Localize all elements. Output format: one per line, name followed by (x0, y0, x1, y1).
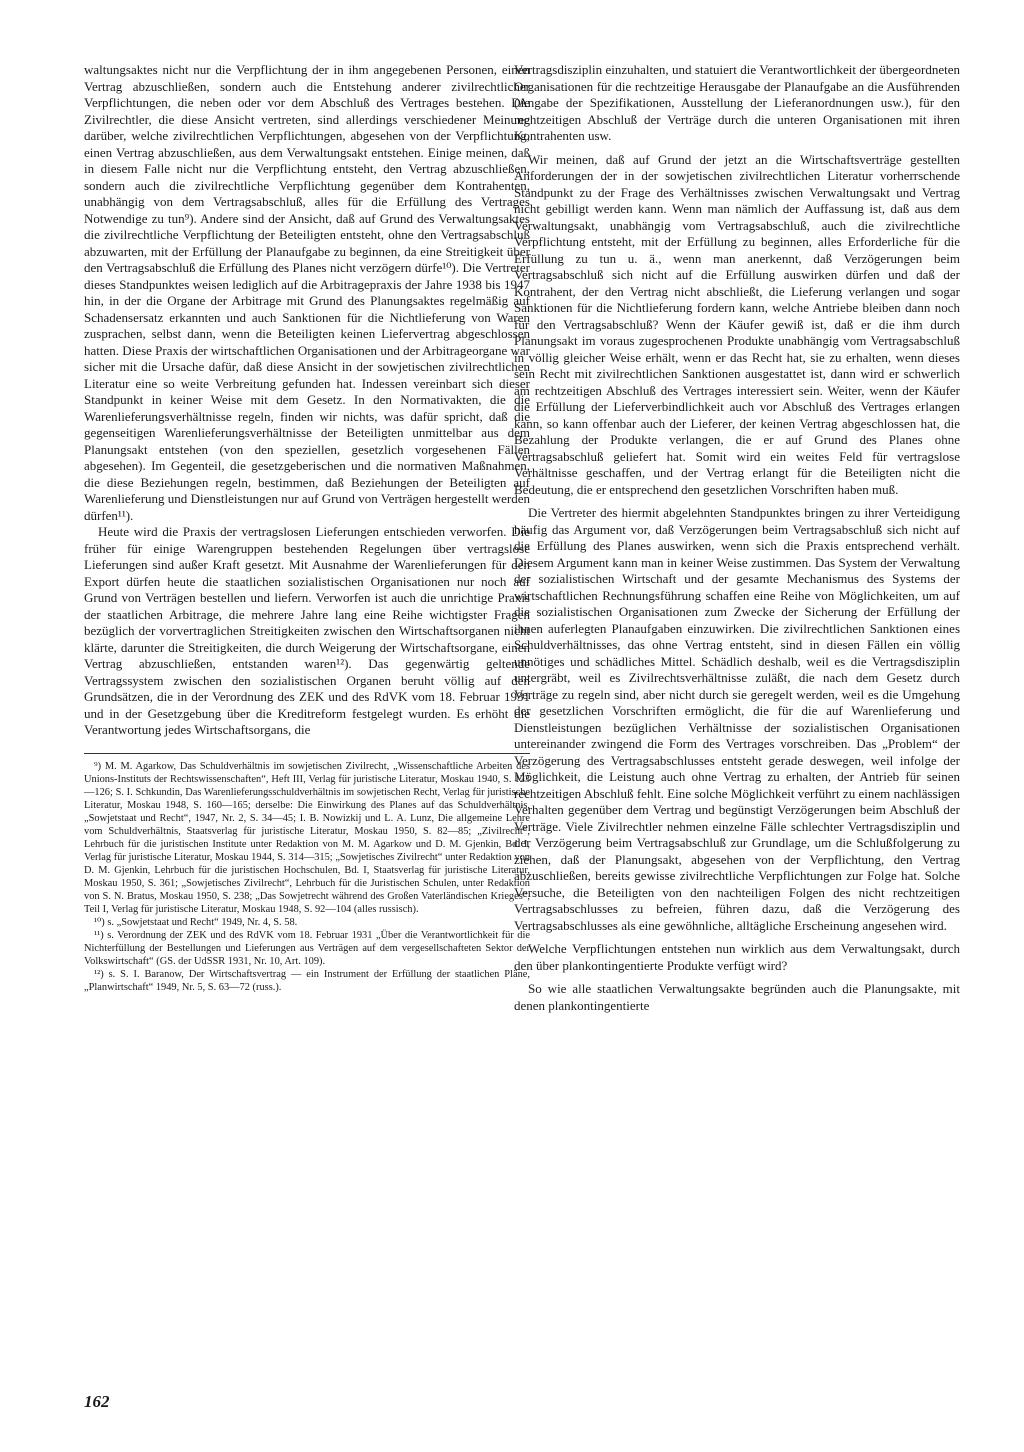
paragraph: Wir meinen, daß auf Grund der jetzt an die Wirtschaftsverträge gestellten Anforderungen der in der sowjetischen zivilrechtlichen Literatur vorherrschende Standpunkt zu der Frage des Verhältnisses zwischen Verwaltungsakt und Vertrag nicht gebilligt werden kann. Wenn man nämlich der Auffassung ist, daß aus dem Verwaltungsakt, unabhängig vom Vertragsabschluß, auch die zivilrechtliche Verpflichtung entsteht, mit der Erfüllung zu beginnen, alles Erforderliche für die Erfüllung zu tun u. ä., wenn man anerkennt, daß Verzögerungen beim Vertragsabschluß sich nicht auf die Erfüllung auswirken dürfen und daß der Kontrahent, der den Vertrag nicht abschließt, die Lieferung verlangen und sogar Sanktionen für die Nichtlieferung fordern kann, welche Antriebe bleiben dann noch für den Vertragsabschluß? Wenn der Käufer gewiß ist, daß er die ihm durch Planungsakt im voraus zugesprochenen Produkte unabhängig vom Vertragsabschluß in völlig gleicher Weise erhält, wenn er das Recht hat, sie zu erhalten, wenn dieses sein Recht mit zivilrechtlichen Sanktionen ausgestattet ist, dann wird er schwerlich am rechtzeitigen Abschluß des Vertrages interessiert sein. Weiter, wenn der Käufer die Erfüllung der Lieferverbindlichkeit auch vor Abschluß des Vertrages erlangen kann, so kann offenbar auch der Lieferer, der keinen Vertrag abgeschlossen hat, die Bezahlung der Produkte verlangen, die er auf Grund des Planes ohne Vertragsabschluß geliefert hat. Somit wird ein weites Feld für vertragslose Verhältnisse geschaffen, und der Vertrag erlangt für die Beteiligten nicht die Bedeutung, die er entsprechend den gesetzlichen Vorschriften haben muß. (514, 151, 960, 497)
paragraph: waltungsaktes nicht nur die Verpflichtung der in ihm angegebenen Personen, einen Vertrag abzuschließen, sondern auch die Entstehung anderer zivilrechtlicher Verpflichtungen, die neben oder vor dem Abschluß des Vertrages bestehen. Die Zivilrechtler, die diese Ansicht vertreten, sind allerdings verschiedener Meinung darüber, welche zivilrechtlichen Verpflichtungen, abgesehen von der Verpflichtung, einen Vertrag abzuschließen, aus dem Verwaltungsakt entstehen. Einige meinen, daß in diesem Falle nicht nur die Verpflichtung entsteht, den Vertrag abzuschließen, sondern auch die zivilrechtliche Verpflichtung gegenüber dem Kontrahenten, unabhängig von dem Vertragsabschluß, alles für die Erfüllung des Vertrages Notwendige zu tun⁹). Andere sind der Ansicht, daß auf Grund des Verwaltungsaktes die zivilrechtliche Verpflichtung der Beteiligten entsteht, ohne den Vertragsabschluß abzuwarten, mit der Erfüllung der Planaufgabe zu beginnen, da eine Streitigkeit über den Vertragsabschluß die Erfüllung des Planes nicht verzögern dürfe¹⁰). Die Vertreter dieses Standpunktes weisen lediglich auf die Arbitragepraxis der Jahre 1938 bis 1947 hin, in der die Organe der Arbitrage mit Grund des Planungsaktes regelmäßig auf Schadensersatz erkannten und auch Sanktionen für die Nichtlieferung von Waren zusprachen, selbst dann, wenn die Beteiligten keinen Liefervertrag abgeschlossen hatten. Diese Praxis der wirtschaftlichen Organisationen und der Arbitrageorgane war sicher mit die Ursache dafür, daß diese Ansicht in der sowjetischen zivilrechtlichen Literatur eine so weite Verbreitung gefunden hat. Indessen vereinbart sich dieser Standpunkt in keiner Weise mit dem Gesetz. In den Normativakten, die die Warenlieferungsverhältnisse regeln, finden wir nichts, was dafür spricht, daß die gegenseitigen Warenlieferungsverhältnisse der Beteiligten unmittelbar aus dem Planungsakt entstehen (von den speziellen, gesetzlich vorgesehenen Fällen abgesehen). Im Gegenteil, die gesetzgeberischen und die normativen Maßnahmen, die diese Beziehungen regeln, bestimmen, daß Beziehungen der Beteiligten auf Warenlieferung und Dienstleistungen nur auf Grund von Verträgen hergestellt werden dürfen¹¹). (84, 62, 530, 523)
footnotes (84, 753, 530, 994)
paragraph: Heute wird die Praxis der vertragslosen Lieferungen entschieden verworfen. Die früher für einige Warengruppen bestehenden Regelungen über vertragslose Lieferungen sind außer Kraft gesetzt. Mit Ausnahme der Warenlieferungen für den Export dürfen heute die staatlichen sozialistischen Organisationen nur noch auf Grund von Verträgen bestellen und liefern. Verworfen ist auch die unrichtige Praxis der staatlichen Arbitrage, die mehrere Jahre lang eine Reihe wichtigster Fragen bezüglich der vorvertraglichen Streitigkeiten zwischen den Wirtschaftsorganen nicht klärte, darunter die Streitigkeiten, die durch Weigerung der Wirtschaftsorgane, einen Vertrag abzuschließen, entstanden waren¹²). Das gegenwärtig geltende Vertragssystem zwischen den sozialistischen Organen beruht völlig auf den Grundsätzen, die in der Verordnung des ZEK und des RdVK vom 18. Februar 1931 und in der Gesetzgebung über die Kreditreform festgelegt wurden. Es erhöht die Verantwortung jedes Wirtschaftsorgans, die (84, 524, 530, 737)
paragraph: Welche Verpflichtungen entstehen nun wirklich aus dem Verwaltungsakt, durch den über plankontingentierte Produkte verfügt wird? (514, 941, 960, 973)
paragraph: Vertragsdisziplin einzuhalten, und statuiert die Verantwortlichkeit der übergeordneten Organisationen für die rechtzeitige Herausgabe der Planaufgabe an die Ausführenden (Angabe der Spezifikationen, Ausstellung der Lieferanordnungen usw.), für den rechtzeitigen Abschluß der Verträge durch die unteren Organisationen mit ihren Kontrahenten usw. (514, 62, 960, 143)
paragraph: Die Vertreter des hiermit abgelehnten Standpunktes bringen zu ihrer Verteidigung häufig das Argument vor, daß Verzögerungen beim Vertragsabschluß sich nicht auf die Erfüllung des Planes auswirken, wenn sich die Praxis entsprechend verhält. Diesem Argument kann man in keiner Weise zustimmen. Das System der Verwaltung der sozialistischen Wirtschaft und der gesamte Mechanismus des Systems der wirtschaftlichen Rechnungsführung schaffen eine Reihe von Möglichkeiten, um auf die sozialistischen Organisationen zum Zwecke der Sicherung der Erfüllung der ihnen auferlegten Planaufgaben einzuwirken. Die zivilrechtlichen Sanktionen eines Schuldverhältnisses, das ohne Vertrag entsteht, sind in diesen Fällen ein völlig unnötiges und schädliches Mittel. Schädlich deshalb, weil es die Vertragsdisziplin untergräbt, weil es Zivilrechtsverhältnisse zuläßt, die nach dem Gesetz durch Verträge zu regeln sind, aber nicht durch sie geregelt werden, weil es die Umgehung der gesetzlichen Vorschriften ermöglicht, die für die auf Warenlieferung und Dienstleistungen bezüglichen Verhältnisse der sozialistischen Organisationen untereinander zwingend die Form des Vertrages vorschreiben. Das „Problem“ der Verzögerung des Vertragsabschlusses entsteht gerade deswegen, weil infolge der Möglichkeit, die Leistung auch ohne Vertrag zu erhalten, der Antrieb für seinen rechtzeitigen Abschluß fehlt. Eine solche Möglichkeit verführt zu einem nachlässigen Verhalten gegenüber dem Vertrag und begünstigt Verzögerungen beim Abschluß der Verträge. Viele Zivilrechtler nehmen einzelne Fälle schlechter Vertragsdisziplin und der Verzögerung beim Vertragsabschluß zur Grundlage, um die Schlußfolgerung zu ziehen, daß der Planungsakt, abgesehen von der Verpflichtung, den Vertrag abzuschließen, bereits gewisse zivilrechtliche Verpflichtungen zur Folge hat. Solche Versuche, die Beteiligten von den nachteiligen Folgen des nicht rechtzeitigen Vertragsabschlusses zu befreien, führen dazu, daß die Verzögerung des Vertragsabschlusses als eine gewöhnliche, alltägliche Erscheinung angesehen wird. (514, 505, 960, 933)
footnote: ⁹) M. M. Agarkow, Das Schuldverhältnis im sowjetischen Zivilrecht, „Wissenschaftliche Arbeiten des Unions-Instituts der Rechtswissenschaften“, Heft III, Verlag für juristische Literatur, Moskau 1940, S. 123—126; S. I. Schkundin, Das Warenlieferungsschuldverhältnis im sowjetischen Recht, Verlag für juristische Literatur, Moskau 1948, S. 160—165; derselbe: Die Einwirkung des Planes auf das Schuldverhältnis, „Sowjetstaat und Recht“, 1947, Nr. 2, S. 34—45; I. B. Nowizkij und L. A. Lunz, Die allgemeine Lehre vom Schuldverhältnis, Staatsverlag für juristische Literatur, Moskau 1950, S. 82—85; „Zivilrecht“, Lehrbuch für die juristischen Institute unter Redaktion von M. M. Agarkow und D. M. Gjenkin, Bd. I, Verlag für juristische Literatur, Moskau 1944, S. 314—315; „Sowjetisches Zivilrecht“ unter Redaktion von D. M. Gjenkin, Lehrbuch für die juristischen Hochschulen, Bd. I, Staatsverlag für juristische Literatur, Moskau 1950, S. 361; „Sowjetisches Zivilrecht“, Lehrbuch für die Juristischen Schulen, unter Redaktion von S. N. Bratus, Moskau 1950, S. 238; „Das Sowjetrecht während des Großen Vaterländischen Krieges“, Teil I, Verlag für juristische Literatur, Moskau 1948, S. 92—104 (alles russisch). (84, 760, 530, 915)
page-number: 162 (84, 1392, 110, 1411)
right-column (514, 62, 960, 1014)
left-column (84, 62, 530, 994)
footnote: ¹²) s. S. I. Baranow, Der Wirtschaftsvertrag — ein Instrument der Erfüllung der staatlichen Pläne, „Planwirtschaft“ 1949, Nr. 5, S. 63—72 (russ.). (84, 968, 530, 993)
footnote: ¹¹) s. Verordnung der ZEK und des RdVK vom 18. Februar 1931 „Über die Verantwortlichkeit für die Nichterfüllung der Bestellungen und Lieferungen aus Verträgen auf dem vergesellschafteten Sektor der Volkswirtschaft“ (GS. der UdSSR 1931, Nr. 10, Art. 109). (84, 929, 530, 967)
paragraph: So wie alle staatlichen Verwaltungsakte begründen auch die Planungsakte, mit denen plankontingentierte (514, 981, 960, 1013)
footnote: ¹⁰) s. „Sowjetstaat und Recht“ 1949, Nr. 4, S. 58. (94, 916, 298, 928)
